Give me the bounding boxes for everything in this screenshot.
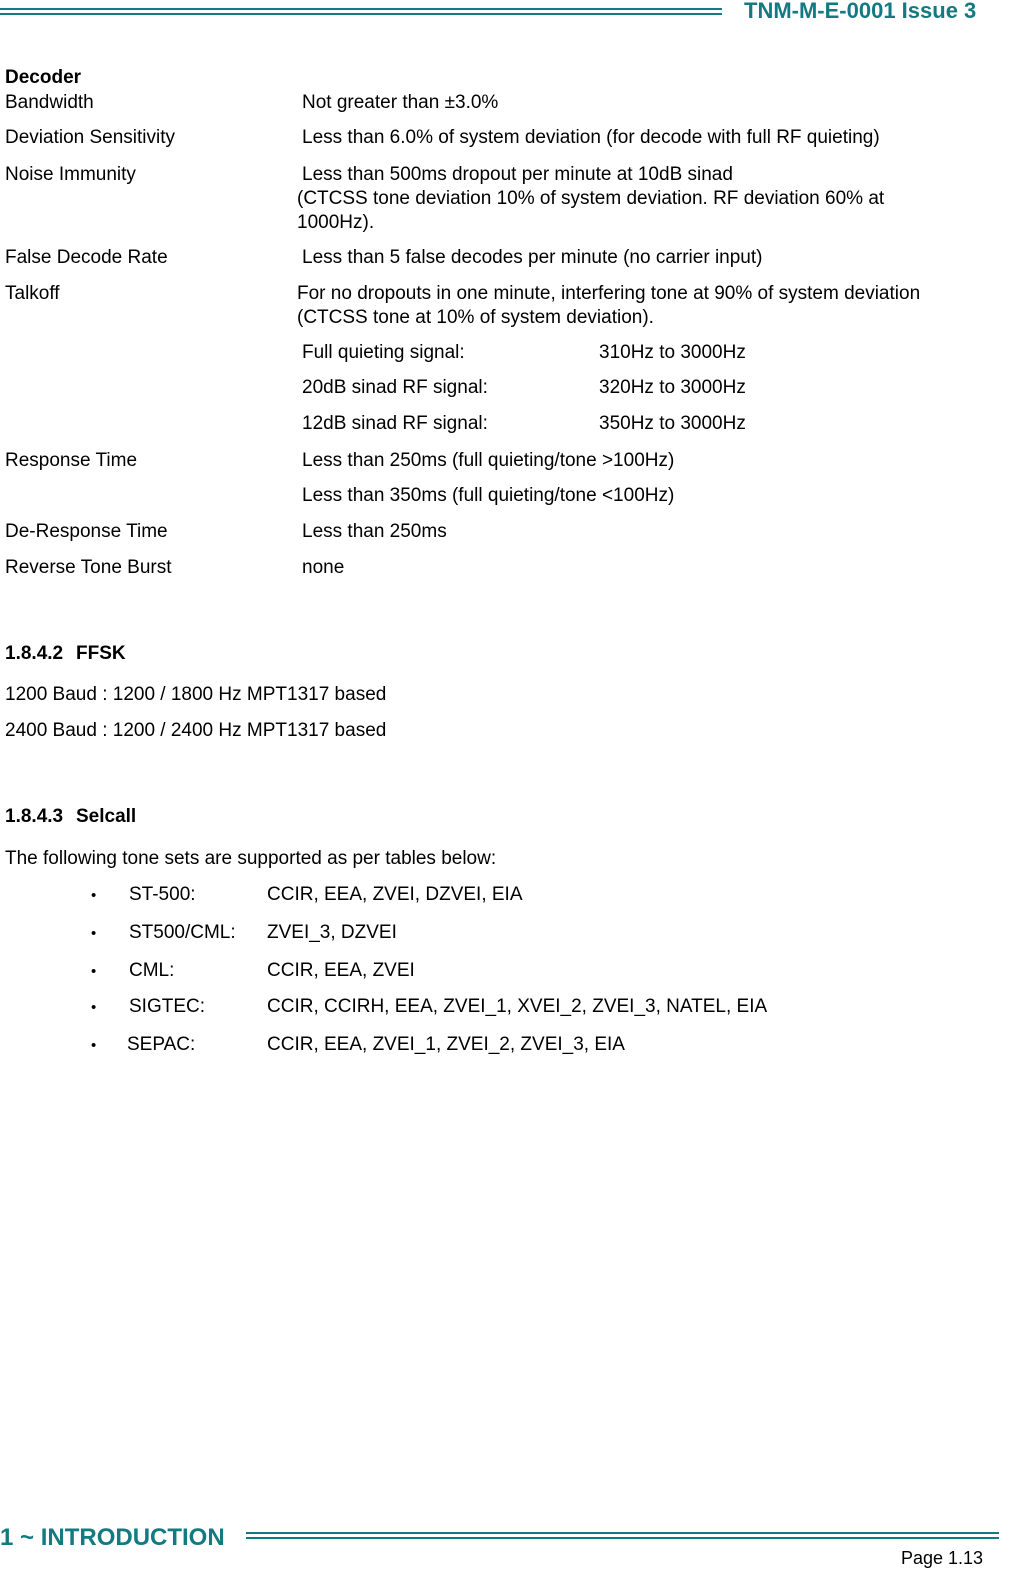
spec-value-noise-immunity: Less than 500ms dropout per minute at 10dB sinad	[302, 164, 733, 185]
talkoff-range: 310Hz to 3000Hz	[599, 342, 746, 363]
bullet-icon: •	[91, 925, 97, 942]
selcall-item-name: ST500/CML:	[129, 922, 236, 943]
spec-value-noise-immunity-line3: 1000Hz).	[297, 212, 375, 233]
selcall-item-name: ST-500:	[129, 884, 196, 905]
chapter-title: 1 ~ INTRODUCTION	[0, 1524, 225, 1551]
talkoff-signal: 12dB sinad RF signal:	[302, 413, 488, 434]
bullet-icon: •	[91, 887, 97, 904]
spec-value-deviation-sensitivity: Less than 6.0% of system deviation (for decode with full RF quieting)	[302, 127, 880, 148]
bullet-icon: •	[91, 1037, 97, 1054]
selcall-item-name: SEPAC:	[127, 1034, 196, 1055]
bullet-icon: •	[91, 963, 97, 980]
ffsk-line: 1200 Baud : 1200 / 1800 Hz MPT1317 based	[5, 684, 387, 705]
document-id: TNM-M-E-0001 Issue 3	[744, 0, 977, 23]
header-rule	[0, 8, 722, 15]
spec-label-noise-immunity: Noise Immunity	[5, 164, 136, 185]
selcall-item-name: CML:	[129, 960, 175, 981]
spec-value-response-time-line2: Less than 350ms (full quieting/tone <100Hz)	[302, 485, 675, 506]
selcall-item-sets: CCIR, CCIRH, EEA, ZVEI_1, XVEI_2, ZVEI_3, NATEL, EIA	[267, 996, 768, 1017]
spec-value-noise-immunity-line2: (CTCSS tone deviation 10% of system deviation. RF deviation 60% at	[297, 188, 885, 209]
section-title-selcall: Selcall	[76, 806, 137, 827]
page-number: Page 1.13	[901, 1548, 984, 1568]
spec-value-false-decode-rate: Less than 5 false decodes per minute (no carrier input)	[302, 247, 763, 268]
spec-label-deviation-sensitivity: Deviation Sensitivity	[5, 127, 176, 148]
section-number-ffsk: 1.8.4.2	[5, 643, 64, 664]
selcall-intro: The following tone sets are supported as per tables below:	[5, 848, 497, 869]
selcall-item-sets: ZVEI_3, DZVEI	[267, 922, 397, 943]
section-title-ffsk: FFSK	[76, 643, 126, 664]
section-number-selcall: 1.8.4.3	[5, 806, 64, 827]
spec-label-response-time: Response Time	[5, 450, 138, 471]
bullet-icon: •	[91, 999, 97, 1016]
talkoff-signal: 20dB sinad RF signal:	[302, 377, 488, 398]
spec-value-reverse-tone-burst: none	[302, 557, 345, 578]
spec-label-bandwidth: Bandwidth	[5, 92, 94, 113]
footer-rule	[246, 1532, 999, 1539]
talkoff-signal: Full quieting signal:	[302, 342, 465, 363]
spec-label-false-decode-rate: False Decode Rate	[5, 247, 168, 268]
selcall-item-sets: CCIR, EEA, ZVEI	[267, 960, 415, 981]
selcall-item-name: SIGTEC:	[129, 996, 206, 1017]
spec-label-reverse-tone-burst: Reverse Tone Burst	[5, 557, 172, 578]
spec-value-bandwidth: Not greater than ±3.0%	[302, 92, 499, 113]
spec-value-talkoff: For no dropouts in one minute, interfering tone at 90% of system deviation	[297, 283, 921, 304]
ffsk-line: 2400 Baud : 1200 / 2400 Hz MPT1317 based	[5, 720, 387, 741]
talkoff-range: 350Hz to 3000Hz	[599, 413, 746, 434]
selcall-item-sets: CCIR, EEA, ZVEI_1, ZVEI_2, ZVEI_3, EIA	[267, 1034, 625, 1055]
spec-label-talkoff: Talkoff	[5, 283, 60, 304]
decoder-heading: Decoder	[5, 67, 82, 88]
spec-value-de-response-time: Less than 250ms	[302, 521, 447, 542]
selcall-item-sets: CCIR, EEA, ZVEI, DZVEI, EIA	[267, 884, 523, 905]
spec-value-talkoff-line2: (CTCSS tone at 10% of system deviation).	[297, 307, 654, 328]
talkoff-range: 320Hz to 3000Hz	[599, 377, 746, 398]
spec-value-response-time: Less than 250ms (full quieting/tone >100Hz)	[302, 450, 675, 471]
spec-label-de-response-time: De-Response Time	[5, 521, 168, 542]
